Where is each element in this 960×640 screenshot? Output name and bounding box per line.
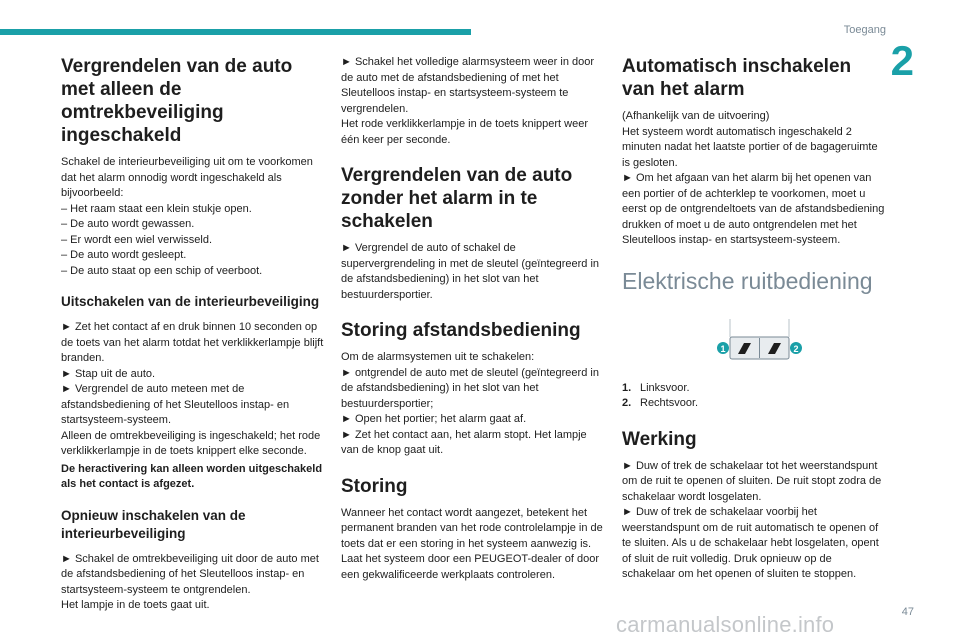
heading-power-windows: Elektrische ruitbediening <box>622 267 873 294</box>
heading-remote-fault: Storing afstandsbediening <box>341 320 581 341</box>
list-item-text: Rechtsvoor. <box>640 397 699 409</box>
paragraph-disable-interior: ► Zet het contact af en druk binnen 10 seconden op de toets van het alarm totdat het verklikkerlampje blijft branden. ► Stap uit de auto. ► Vergrendel de auto meteen met de afstandsbediening of het Sleutelloos instap- en startsysteem-systeem. Alleen de omtrekbeveiliging is ingeschakeld; het rode verklikkerlampje in de toets knippert elke seconde. <box>61 321 324 457</box>
heading-disable-interior: Uitschakelen van de interieurbeveiliging <box>61 294 320 309</box>
paragraph-auto-alarm: (Afhankelijk van de uitvoering) Het systeem wordt automatisch ingeschakeld 2 minuten nadat het laatste portier of de bagageruimte is gesloten. ► Om het afgaan van het alarm bij het openen van een portier of de achterklep te voorkomen, moet u eerst op de ontgrendeltoets van de afstandsbediening drukken of moet u de auto ontgrendelen met het Sleutelloos instap- en startsysteem-systeem. <box>622 110 885 246</box>
paragraph-note-bold: De heractivering kan alleen worden uitgeschakeld als het contact is afgezet. <box>61 462 323 490</box>
watermark: carmanualsonline.info <box>616 612 835 637</box>
paragraph-reenable-interior: ► Schakel de omtrekbeveiliging uit door de auto met de afstandsbediening of het Sleutelloos instap- en startsysteem-systeem te ontgrendelen. Het lampje in de toets gaat uit. <box>61 552 319 611</box>
list-item-number: 1. <box>622 381 632 394</box>
header-accent-bar <box>0 29 471 35</box>
heading-fault: Storing <box>341 475 408 497</box>
callout-1-label: 1 <box>720 343 726 354</box>
paragraph-reactivate-alarm: ► Schakel het volledige alarmsysteem weer in door de auto met de afstandsbediening of met het Sleutelloos instap- en startsysteem-systeem te vergrendelen. Het rode verklikkerlampje in de toets knippert weer één keer per seconde. <box>341 56 595 146</box>
heading-perimeter-lock: Vergrendelen van de auto met alleen de omtrekbeveiliging ingeschakeld <box>61 56 293 146</box>
column-1 <box>61 55 325 616</box>
heading-reenable-interior: Opnieuw inschakelen van de interieurbeveiliging <box>61 507 246 541</box>
paragraph-fault: Wanneer het contact wordt aangezet, betekent het permanent branden van het rode controlelampje in de toets dat er een storing in het systeem aanwezig is. Laat het systeem door een PEUGEOT-dealer of door een gekwalificeerde werkplaats controleren. <box>341 506 603 581</box>
section-name: Toegang <box>843 24 886 36</box>
paragraph-lock-without-alarm: ► Vergrendel de auto of schakel de supervergrendeling in met de sleutel (geïntegreerd in de afstandsbediening) in het slot van het bestuurdersportier. <box>341 242 600 301</box>
heading-lock-without-alarm: Vergrendelen van de auto zonder het alarm in te schakelen <box>341 165 573 232</box>
column-2 <box>341 55 605 585</box>
paragraph-operation: ► Duw of trek de schakelaar tot het weerstandspunt om de ruit te openen of sluiten. De ruit stopt zodra de schakelaar wordt losgelaten. ► Duw of trek de schakelaar voorbij het weerstandspunt om de ruit automatisch te openen of te sluiten. Als u de schakelaar hebt losgelaten, opent of sluit de ruit volledig. Druk opnieuw op de schakelaar om het openen of sluiten te stoppen. <box>622 459 882 580</box>
window-switch-illustration <box>717 317 807 367</box>
page-number: 47 <box>901 606 914 618</box>
list-item-number: 2. <box>622 397 632 409</box>
callout-2-label: 2 <box>793 343 799 354</box>
chapter-number: 2 <box>890 37 914 84</box>
paragraph-perimeter-intro: Schakel de interieurbeveiliging uit om te voorkomen dat het alarm onnodig wordt ingeschakeld als bijvoorbeeld: – Het raam staat een klein stukje open. – De auto wordt gewassen. – Er wordt een wiel verwisseld. – De auto wordt gesleept. – De auto staat op een schip of veerboot. <box>61 156 313 277</box>
window-switch-diagram <box>717 317 807 367</box>
column-3 <box>622 55 886 585</box>
heading-auto-alarm: Automatisch inschakelen van het alarm <box>622 56 852 100</box>
list-item <box>622 396 886 412</box>
list-item-text: Linksvoor. <box>640 381 690 394</box>
heading-operation: Werking <box>622 428 697 450</box>
list-item <box>622 381 886 397</box>
paragraph-remote-fault: Om de alarmsystemen uit te schakelen: ► ontgrendel de auto met de sleutel (geïntegreerd in de afstandsbediening) in het slot van het bestuurdersportier; ► Open het portier; het alarm gaat af. ► Zet het contact aan, het alarm stopt. Het lampje van de knop gaat uit. <box>341 351 599 456</box>
callout-legend <box>622 381 886 412</box>
